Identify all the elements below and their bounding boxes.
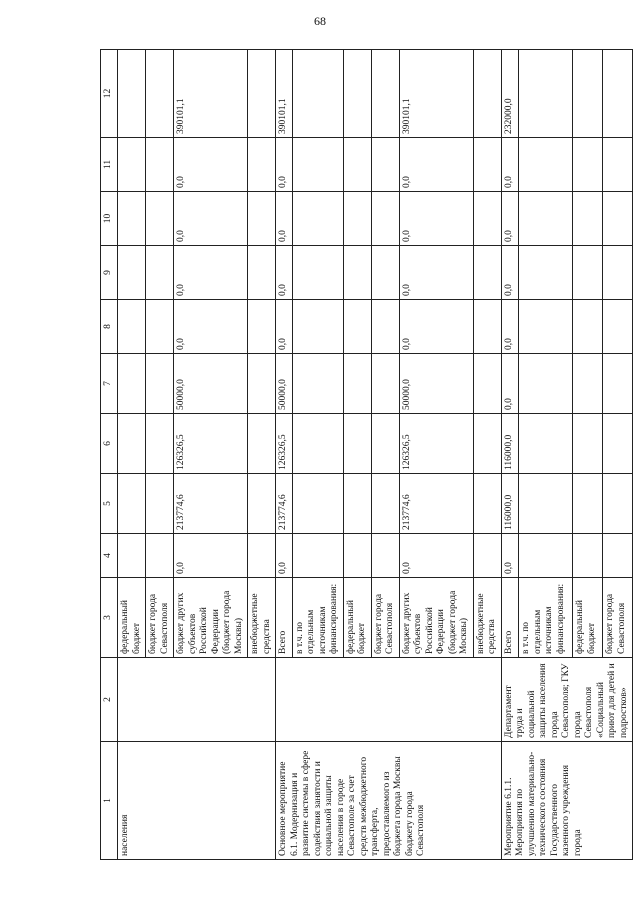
value-cell: 0,0: [276, 192, 293, 246]
value-cell: [292, 534, 343, 578]
value-cell: 0,0: [174, 246, 248, 300]
value-cell: 0,0: [399, 300, 473, 354]
value-cell: [118, 534, 146, 578]
funding-source-cell: Всего: [501, 578, 519, 658]
value-cell: 213774,6: [399, 474, 473, 534]
value-cell: 232000,0: [501, 50, 519, 138]
table-row: [501, 50, 519, 860]
value-cell: 390101,1: [276, 50, 293, 138]
value-cell: [371, 354, 399, 414]
funding-source-cell: бюджет других субъектов Российской Федерации (бюджет города Москвы): [174, 578, 248, 658]
value-cell: [118, 50, 146, 138]
column-number-row: [101, 50, 118, 860]
value-cell: 0,0: [276, 534, 293, 578]
value-cell: 0,0: [174, 192, 248, 246]
value-cell: 116000,0: [501, 414, 519, 474]
table-row: [118, 50, 146, 860]
value-cell: [473, 474, 501, 534]
value-cell: 50000,0: [399, 354, 473, 414]
value-cell: 0,0: [501, 354, 519, 414]
value-cell: [371, 50, 399, 138]
value-cell: [573, 138, 603, 192]
value-cell: [603, 138, 633, 192]
value-cell: [292, 474, 343, 534]
funding-source-cell: в т.ч. по отдельным источникам финансирования:: [519, 578, 573, 658]
value-cell: [573, 414, 603, 474]
funding-source-cell: Всего: [276, 578, 293, 658]
value-cell: [519, 50, 573, 138]
value-cell: [118, 354, 146, 414]
value-cell: [371, 192, 399, 246]
value-cell: [573, 246, 603, 300]
column-number: 8: [101, 300, 118, 354]
value-cell: [603, 474, 633, 534]
value-cell: [473, 50, 501, 138]
value-cell: 0,0: [501, 192, 519, 246]
value-cell: [519, 414, 573, 474]
value-cell: 116000,0: [501, 474, 519, 534]
value-cell: [371, 138, 399, 192]
column-number: 12: [101, 50, 118, 138]
value-cell: [603, 300, 633, 354]
value-cell: [248, 354, 276, 414]
page-number: 68: [314, 14, 326, 28]
value-cell: [473, 138, 501, 192]
activity-name-cell: населения: [118, 742, 276, 860]
value-cell: [146, 192, 174, 246]
rotated-table-sheet: [100, 50, 629, 860]
value-cell: 390101,1: [174, 50, 248, 138]
value-cell: [292, 50, 343, 138]
value-cell: 390101,1: [399, 50, 473, 138]
executor-cell: [118, 658, 276, 742]
column-number: 9: [101, 246, 118, 300]
value-cell: [371, 534, 399, 578]
value-cell: [519, 354, 573, 414]
value-cell: [146, 246, 174, 300]
value-cell: 0,0: [501, 300, 519, 354]
column-number: 5: [101, 474, 118, 534]
executor-cell: Департамент труда и социальной защиты населения города Севастополя; ГКУ города Севастополя «Социальный приют для детей и подростков»: [501, 658, 633, 742]
value-cell: [118, 474, 146, 534]
column-number: 7: [101, 354, 118, 414]
value-cell: 0,0: [501, 246, 519, 300]
value-cell: 0,0: [276, 300, 293, 354]
value-cell: [343, 138, 371, 192]
value-cell: [573, 474, 603, 534]
value-cell: 0,0: [501, 534, 519, 578]
value-cell: [118, 138, 146, 192]
value-cell: [248, 474, 276, 534]
value-cell: [371, 474, 399, 534]
value-cell: [573, 50, 603, 138]
column-number: 10: [101, 192, 118, 246]
column-number: 6: [101, 414, 118, 474]
value-cell: [146, 50, 174, 138]
value-cell: [343, 192, 371, 246]
value-cell: [473, 354, 501, 414]
column-number: 1: [101, 742, 118, 860]
funding-source-cell: в т.ч. по отдельным источникам финансирования:: [292, 578, 343, 658]
column-number: 3: [101, 578, 118, 658]
value-cell: [146, 474, 174, 534]
value-cell: 0,0: [399, 192, 473, 246]
value-cell: [146, 414, 174, 474]
value-cell: 0,0: [174, 300, 248, 354]
value-cell: [603, 246, 633, 300]
funding-source-cell: федеральный бюджет: [573, 578, 603, 658]
value-cell: [519, 246, 573, 300]
value-cell: 126326,5: [399, 414, 473, 474]
value-cell: 0,0: [174, 138, 248, 192]
value-cell: [248, 534, 276, 578]
value-cell: [343, 354, 371, 414]
value-cell: [118, 414, 146, 474]
executor-cell: [276, 658, 502, 742]
value-cell: [603, 534, 633, 578]
value-cell: 0,0: [399, 138, 473, 192]
value-cell: [519, 300, 573, 354]
value-cell: 126326,5: [174, 414, 248, 474]
funding-source-cell: внебюджетные средства: [473, 578, 501, 658]
value-cell: [519, 474, 573, 534]
value-cell: [146, 138, 174, 192]
value-cell: [473, 414, 501, 474]
value-cell: [371, 300, 399, 354]
value-cell: [343, 414, 371, 474]
column-number: 11: [101, 138, 118, 192]
value-cell: 213774,6: [276, 474, 293, 534]
funding-source-cell: бюджет города Севастополя: [371, 578, 399, 658]
value-cell: [292, 246, 343, 300]
value-cell: [292, 192, 343, 246]
activity-name-cell: Основное мероприятие 6.1. Модернизация и развитие системы в сфере содействия занятости и социальной защиты населения в городе Севастополе за счет средств межбюджетного трансферта, предоставляемого из бюджета города Москвы бюджету города Севастополя: [276, 742, 502, 860]
value-cell: [343, 474, 371, 534]
column-number: 4: [101, 534, 118, 578]
value-cell: [573, 192, 603, 246]
value-cell: [473, 534, 501, 578]
value-cell: [118, 300, 146, 354]
budget-table: [100, 49, 633, 860]
value-cell: [343, 300, 371, 354]
value-cell: [146, 534, 174, 578]
value-cell: [603, 354, 633, 414]
value-cell: [248, 414, 276, 474]
funding-source-cell: бюджет города Севастополя: [603, 578, 633, 658]
table-row: [276, 50, 293, 860]
value-cell: 0,0: [501, 138, 519, 192]
value-cell: [118, 246, 146, 300]
value-cell: 126326,5: [276, 414, 293, 474]
value-cell: [603, 50, 633, 138]
value-cell: [519, 192, 573, 246]
funding-source-cell: бюджет города Севастополя: [146, 578, 174, 658]
value-cell: 50000,0: [174, 354, 248, 414]
value-cell: 213774,6: [174, 474, 248, 534]
value-cell: [292, 414, 343, 474]
funding-source-cell: внебюджетные средства: [248, 578, 276, 658]
value-cell: [371, 414, 399, 474]
funding-source-cell: федеральный бюджет: [343, 578, 371, 658]
value-cell: 0,0: [276, 138, 293, 192]
rotated-table-frame: [100, 50, 629, 860]
value-cell: [519, 138, 573, 192]
value-cell: [248, 50, 276, 138]
value-cell: [573, 534, 603, 578]
value-cell: [371, 246, 399, 300]
value-cell: [603, 192, 633, 246]
value-cell: [519, 534, 573, 578]
value-cell: [573, 354, 603, 414]
value-cell: [343, 534, 371, 578]
value-cell: [473, 300, 501, 354]
value-cell: [473, 246, 501, 300]
value-cell: [248, 138, 276, 192]
value-cell: 50000,0: [276, 354, 293, 414]
funding-source-cell: федеральный бюджет: [118, 578, 146, 658]
value-cell: [292, 300, 343, 354]
value-cell: [573, 300, 603, 354]
value-cell: 0,0: [399, 534, 473, 578]
value-cell: [292, 138, 343, 192]
value-cell: [292, 354, 343, 414]
value-cell: 0,0: [399, 246, 473, 300]
value-cell: [343, 246, 371, 300]
value-cell: 0,0: [174, 534, 248, 578]
value-cell: [248, 192, 276, 246]
funding-source-cell: бюджет других субъектов Российской Федерации (бюджет города Москвы): [399, 578, 473, 658]
value-cell: [473, 192, 501, 246]
value-cell: [146, 354, 174, 414]
activity-name-cell: Мероприятие 6.1.1. Мероприятия по улучшению материально-технического состояния Государственного казенного учреждения города: [501, 742, 633, 860]
value-cell: [146, 300, 174, 354]
value-cell: [343, 50, 371, 138]
value-cell: 0,0: [276, 246, 293, 300]
column-number: 2: [101, 658, 118, 742]
value-cell: [248, 300, 276, 354]
value-cell: [118, 192, 146, 246]
value-cell: [603, 414, 633, 474]
value-cell: [248, 246, 276, 300]
